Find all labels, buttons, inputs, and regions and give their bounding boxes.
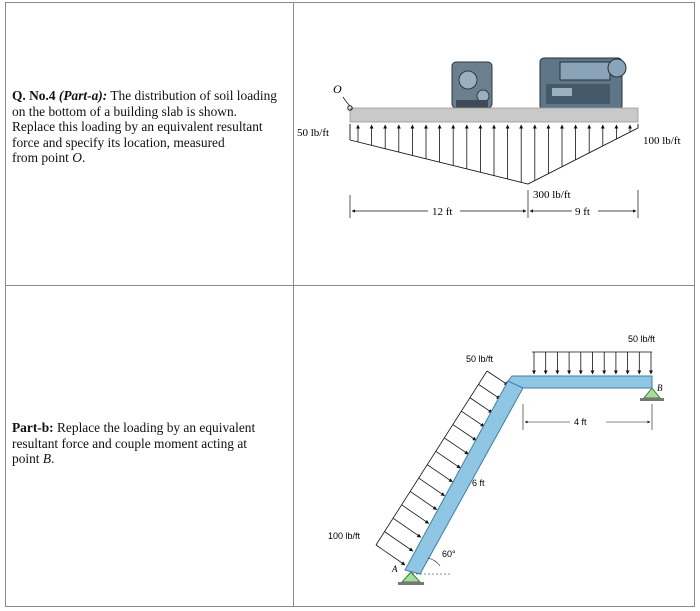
top-load-arrows	[534, 352, 651, 374]
point-b-label: B	[657, 383, 663, 393]
part-a-label: Q. No.4	[12, 88, 56, 103]
part-a-point: O	[72, 150, 82, 165]
incline-load-arrow	[470, 398, 492, 413]
part-b-body: Replace the loading by an equivalent resultant force and couple moment acting at point	[12, 420, 256, 466]
large-machine-icon	[540, 58, 626, 110]
angle-label: 60°	[442, 549, 456, 559]
incline-load-arrows	[376, 371, 508, 565]
part-b-question-text: Part-b: Replace the loading by an equivalent resultant force and couple moment acting at point B.	[12, 420, 256, 466]
part-b-figure	[328, 334, 664, 585]
incline-load-arrow	[393, 518, 421, 537]
horizontal-dim-label: 4 ft	[574, 417, 587, 427]
incline-load-arrow	[376, 545, 405, 565]
horizontal-member	[508, 376, 652, 388]
incline-load-arrow	[419, 478, 445, 496]
incline-load-arrow	[436, 451, 461, 468]
incline-load-arrow	[427, 465, 452, 482]
inclined-member	[405, 381, 523, 574]
part-a-body: The distribution of soil loading on the bottom of a building slab is shown. Replace this loading by an equivalent resultant force and specify its location, measured	[12, 88, 277, 150]
bottom-load-label: 100 lb/ft	[328, 531, 361, 541]
point-a-label: A	[392, 564, 398, 574]
left-load-label: 50 lb/ft	[297, 127, 330, 139]
part-b-point: B	[42, 451, 52, 466]
small-machine-icon	[452, 62, 492, 108]
part-a-question-text: Q. No.4 (Part-a): The distribution of soil loading on the bottom of a building slab is shown. Replace this loading by an equivalent resultant force and specify its location, measured from point O.	[12, 88, 277, 165]
incline-load-arrow	[461, 411, 484, 426]
incline-load-arrow	[478, 384, 500, 398]
top-load-left-label: 50 lb/ft	[466, 354, 494, 364]
incline-load-arrow	[385, 532, 413, 552]
incline-load-arrow	[487, 371, 508, 385]
incline-dim-label: 6 ft	[472, 478, 485, 488]
peak-load-label: 300 lb/ft	[533, 189, 571, 201]
incline-load-arrow	[410, 491, 437, 509]
dim-9ft-label: 9 ft	[575, 206, 590, 218]
point-o-label: O	[333, 82, 342, 96]
dim-12ft-label: 12 ft	[432, 206, 453, 218]
part-b-label: Part-b:	[12, 420, 54, 435]
incline-load-arrow	[453, 425, 476, 441]
top-load-right-label: 50 lb/ft	[628, 334, 656, 344]
part-a-body-2: from point	[12, 150, 73, 165]
right-load-label: 100 lb/ft	[643, 135, 681, 147]
part-a-sublabel: (Part-a):	[58, 88, 108, 103]
incline-load-arrow	[402, 505, 429, 524]
incline-load-arrow	[444, 438, 468, 454]
part-a-figure	[297, 58, 681, 218]
distributed-load-arrows	[358, 125, 630, 182]
building-slab	[350, 108, 638, 122]
